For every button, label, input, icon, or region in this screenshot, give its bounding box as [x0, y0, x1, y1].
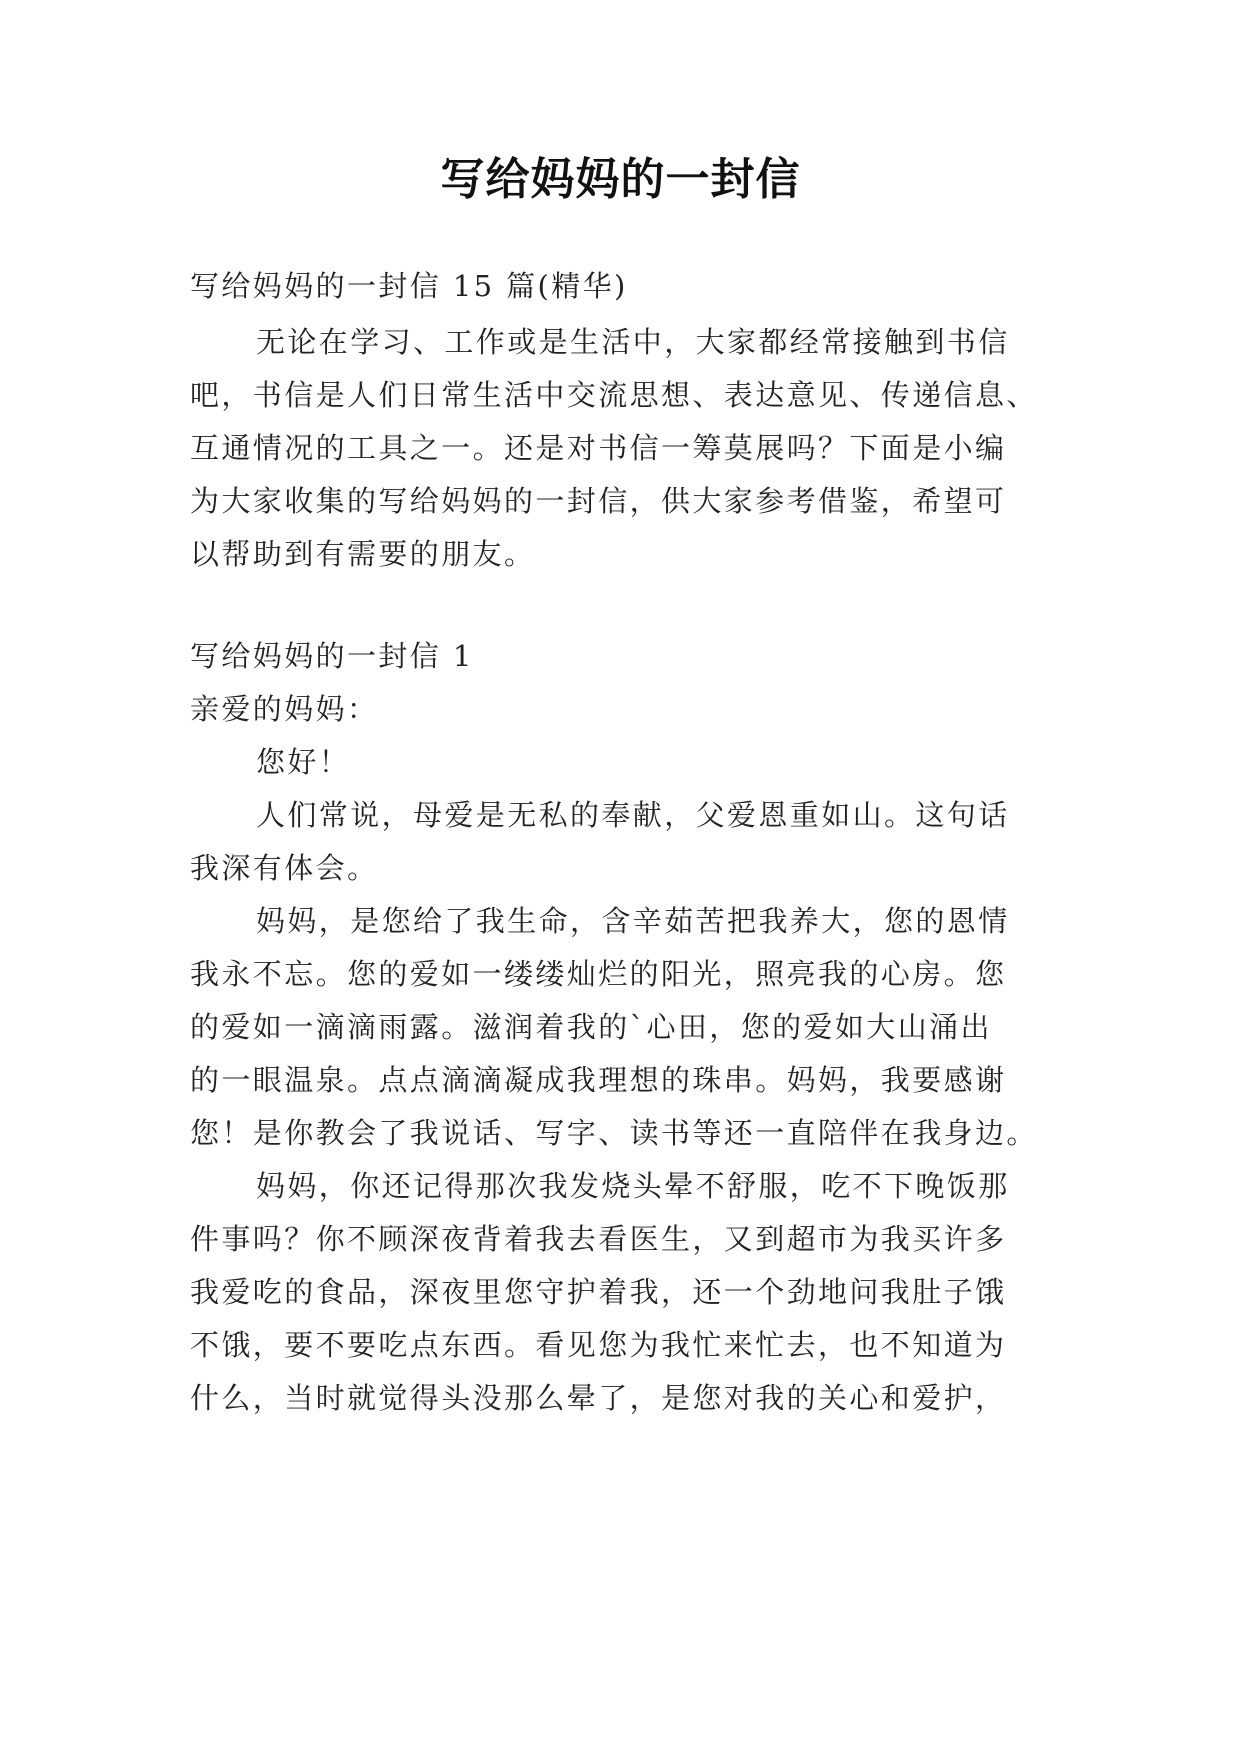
body-line: 件事吗？你不顾深夜背着我去看医生，又到超市为我买许多: [190, 1222, 1007, 1256]
body-line: 我永不忘。您的爱如一缕缕灿烂的阳光，照亮我的心房。您: [190, 957, 1007, 991]
body-line: 人们常说，母爱是无私的奉献，父爱恩重如山。这句话: [256, 798, 1010, 832]
body-line: 妈妈，你还记得那次我发烧头晕不舒服，吃不下晚饭那: [256, 1169, 1010, 1203]
body-line: 的一眼温泉。点点滴滴凝成我理想的珠串。妈妈，我要感谢: [190, 1063, 1007, 1097]
body-line: 我爱吃的食品，深夜里您守护着我，还一个劲地问我肚子饿: [190, 1275, 1007, 1309]
subtitle-line: 写给妈妈的一封信 15 篇(精华): [190, 269, 628, 303]
greeting-line: 您好！: [256, 745, 351, 779]
intro-line: 无论在学习、工作或是生活中，大家都经常接触到书信: [256, 325, 1010, 359]
intro-line: 为大家收集的写给妈妈的一封信，供大家参考借鉴，希望可: [190, 484, 1007, 518]
body-line: 不饿，要不要吃点东西。看见您为我忙来忙去，也不知道为: [190, 1328, 1007, 1362]
body-line: 您！是你教会了我说话、写字、读书等还一直陪伴在我身边。: [190, 1116, 1038, 1150]
body-line: 的爱如一滴滴雨露。滋润着我的`心田，您的爱如大山涌出: [190, 1010, 992, 1044]
section-heading: 写给妈妈的一封信 1: [190, 639, 474, 673]
intro-line: 以帮助到有需要的朋友。: [190, 537, 536, 571]
intro-line: 互通情况的工具之一。还是对书信一筹莫展吗？下面是小编: [190, 431, 1007, 465]
body-line: 我深有体会。: [190, 851, 379, 885]
body-line: 什么，当时就觉得头没那么晕了，是您对我的关心和爱护，: [190, 1381, 1007, 1415]
salutation-line: 亲爱的妈妈：: [190, 692, 379, 726]
intro-line: 吧，书信是人们日常生活中交流思想、表达意见、传递信息、: [190, 378, 1038, 412]
document-title: 写给妈妈的一封信: [440, 154, 801, 205]
body-line: 妈妈，是您给了我生命，含辛茹苦把我养大，您的恩情: [256, 904, 1010, 938]
